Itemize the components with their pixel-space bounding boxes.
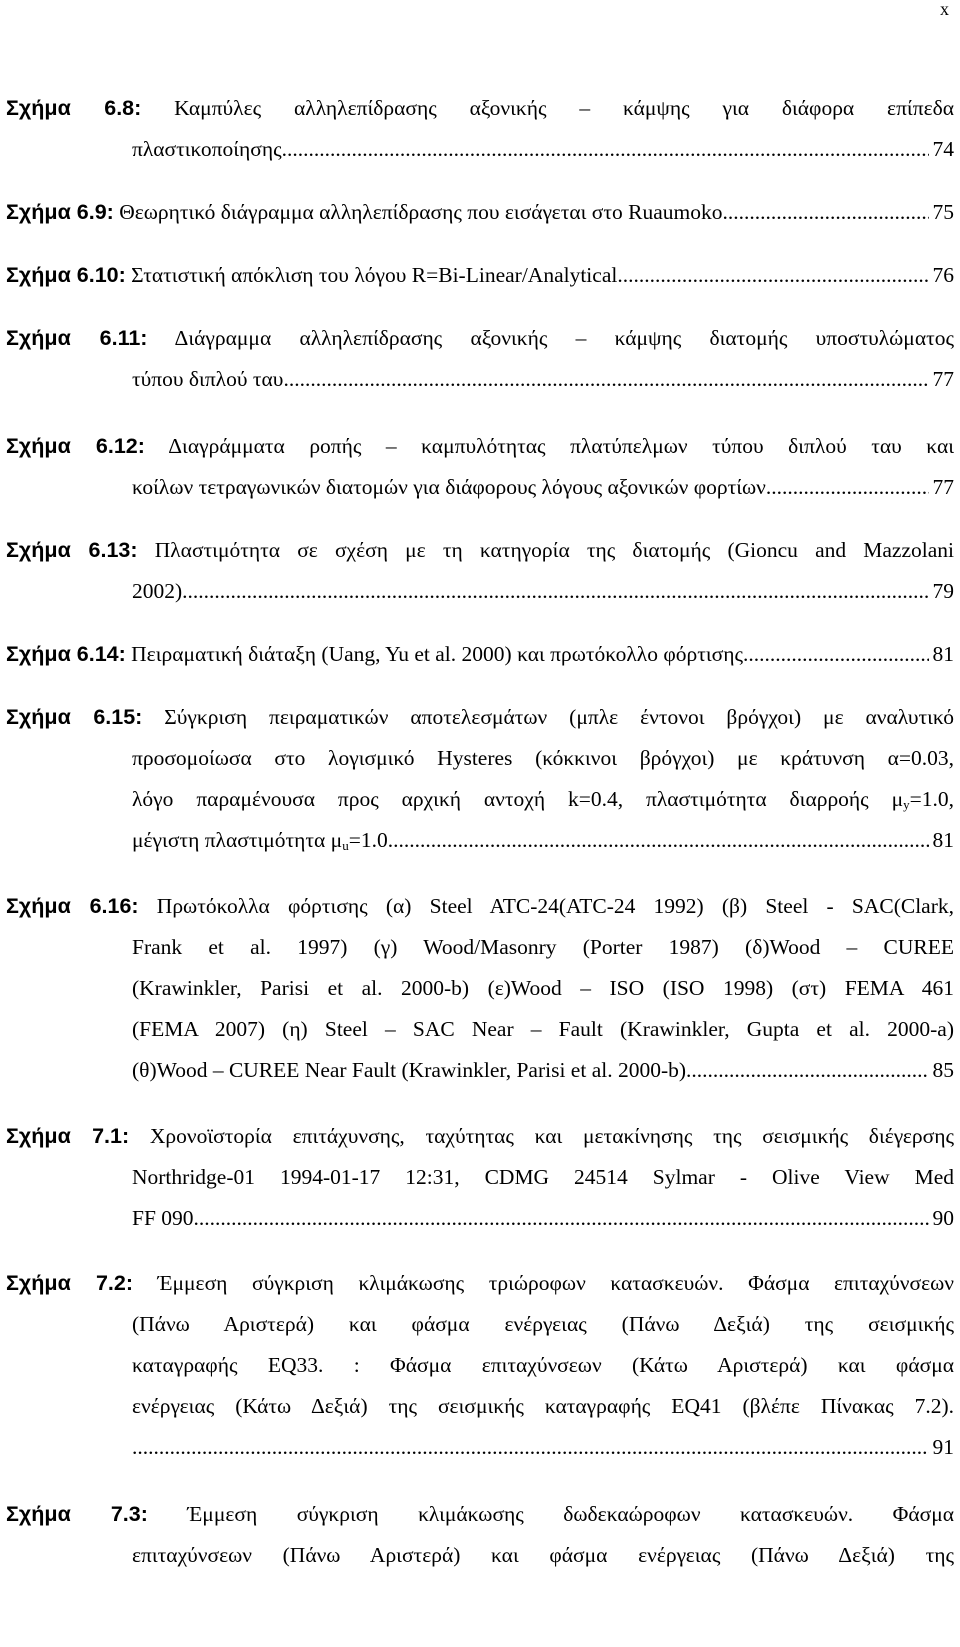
caption-text: (θ)Wood – CUREE Near Fault (Krawinkler, Parisi et al. 2000-b)	[132, 1058, 687, 1082]
toc-line	[6, 1198, 954, 1239]
toc-line	[6, 1157, 954, 1198]
page-ref: 85	[932, 1058, 954, 1082]
toc-line	[6, 634, 954, 675]
toc-line	[6, 738, 954, 779]
toc-entry-6-11[interactable]	[6, 318, 954, 400]
caption-text: λόγο παραμένουσα προς αρχική αντοχή k=0.4, πλαστιμότητα διαρροής μ	[132, 787, 904, 811]
caption-text: Πειραματική διάταξη (Uang, Yu et al. 2000) και πρωτόκολλο φόρτισης	[131, 642, 744, 666]
figure-label: Σχήμα 6.10:	[6, 263, 126, 287]
figure-label: Σχήμα 7.2:	[6, 1271, 133, 1295]
toc-line	[6, 1494, 954, 1535]
caption-text: τύπου διπλού ταυ	[132, 367, 284, 391]
toc-line	[6, 129, 954, 170]
toc-entry-6-10[interactable]	[6, 255, 954, 296]
page-ref: 75	[932, 200, 954, 224]
toc-line	[6, 886, 954, 927]
figure-label: Σχήμα 6.16:	[6, 894, 139, 918]
dot-leader	[686, 1050, 928, 1091]
caption-text: Θεωρητικό διάγραμμα αλληλεπίδρασης που εισάγεται στο Ruaumoko	[119, 200, 723, 224]
toc-line	[6, 1263, 954, 1304]
caption-text: πλαστικοποίησης	[132, 137, 282, 161]
caption-text: (Krawinkler, Parisi et al. 2000-b) (ε)Wood – ISO (ISO 1998) (στ) FEMA 461	[132, 976, 954, 1000]
caption-text: Πρωτόκολλα φόρτισης (α) Steel ATC-24(ATC-24 1992) (β) Steel - SAC(Clark,	[156, 894, 954, 918]
dot-leader	[743, 634, 928, 675]
toc-line	[6, 318, 954, 359]
toc-entry-6-8[interactable]	[6, 88, 954, 170]
toc-line	[6, 1009, 954, 1050]
dot-leader	[388, 820, 929, 861]
figure-label: Σχήμα 6.14:	[6, 642, 126, 666]
toc-line	[6, 467, 954, 508]
figure-label: Σχήμα 6.15:	[6, 705, 143, 729]
caption-text: (FEMA 2007) (η) Steel – SAC Near – Fault (Krawinkler, Gupta et al. 2000-a)	[132, 1017, 954, 1041]
caption-text	[132, 820, 388, 861]
caption-text: Καμπύλες αλληλεπίδρασης αξονικής – κάμψης για διάφορα επίπεδα	[174, 96, 954, 120]
figure-label: Σχήμα 6.12:	[6, 434, 145, 458]
toc-entry-6-15[interactable]	[6, 697, 954, 861]
toc-line	[6, 426, 954, 467]
dot-leader	[132, 1427, 929, 1468]
caption-text: ενέργειας (Κάτω Δεξιά) της σεισμικής καταγραφής EQ41 (βλέπε Πίνακας 7.2).	[132, 1394, 954, 1418]
caption-text: επιταχύνσεων (Πάνω Αριστερά) και φάσμα ενέργειας (Πάνω Δεξιά) της	[132, 1543, 954, 1567]
caption-text: 2002)	[132, 579, 183, 603]
dot-leader	[194, 1198, 929, 1239]
toc-line	[6, 88, 954, 129]
caption-text: (Πάνω Αριστερά) και φάσμα ενέργειας (Πάνω Δεξιά) της σεισμικής	[132, 1312, 954, 1336]
dot-leader	[283, 359, 928, 400]
toc-line	[6, 359, 954, 400]
page-number: x	[940, 0, 949, 19]
dot-leader	[617, 255, 928, 296]
toc-entry-6-14[interactable]	[6, 634, 954, 675]
toc-entry-6-12[interactable]	[6, 426, 954, 508]
page-ref: 90	[932, 1206, 954, 1230]
toc-line	[6, 697, 954, 738]
page-ref: 81	[932, 642, 954, 666]
page-ref: 79	[932, 579, 954, 603]
toc-entry-7-3[interactable]	[6, 1494, 954, 1576]
toc-line	[6, 1535, 954, 1576]
figure-label: Σχήμα 7.3:	[6, 1502, 148, 1526]
caption-text: Πλαστιμότητα σε σχέση με τη κατηγορία της διατομής (Gioncu and Mazzolani	[154, 538, 954, 562]
caption-text: Χρονοϊστορία επιτάχυνσης, ταχύτητας και μετακίνησης της σεισμικής διέγερσης	[149, 1124, 954, 1148]
page-ref: 74	[932, 137, 954, 161]
toc-line	[6, 1386, 954, 1427]
caption-text: Διάγραμμα αλληλεπίδρασης αξονικής – κάμψης διατομής υποστυλώματος	[174, 326, 954, 350]
dot-leader	[282, 129, 929, 170]
subscript: y	[903, 797, 910, 812]
toc-line	[6, 1304, 954, 1345]
toc-entry-6-16[interactable]	[6, 886, 954, 1091]
figure-label: Σχήμα 6.13:	[6, 538, 138, 562]
figure-label: Σχήμα 7.1:	[6, 1124, 130, 1148]
dot-leader	[766, 467, 929, 508]
caption-text: Northridge-01 1994-01-17 12:31, CDMG 24514 Sylmar - Olive View Med	[132, 1165, 954, 1189]
toc-entry-6-13[interactable]	[6, 530, 954, 612]
caption-part: μέγιστη πλαστιμότητα μ	[132, 828, 343, 852]
figure-label: Σχήμα 6.9:	[6, 200, 114, 224]
caption-text: Στατιστική απόκλιση του λόγου R=Bi-Linear/Analytical	[131, 263, 618, 287]
caption-text: Διαγράμματα ροπής – καμπυλότητας πλατύπελμων τύπου διπλού ταυ και	[168, 434, 954, 458]
toc-entry-7-2[interactable]	[6, 1263, 954, 1468]
caption-part: =1.0	[348, 828, 388, 852]
dot-leader	[722, 192, 928, 233]
toc-line	[6, 968, 954, 1009]
page-ref: 81	[932, 828, 954, 852]
figure-label: Σχήμα 6.8:	[6, 96, 142, 120]
page-ref: 91	[932, 1435, 954, 1459]
toc-line	[6, 1427, 954, 1468]
caption-text: FF 090	[132, 1206, 194, 1230]
toc-line	[6, 255, 954, 296]
toc-line	[6, 1050, 954, 1091]
toc-line	[6, 192, 954, 233]
toc-entry-6-9[interactable]	[6, 192, 954, 233]
toc-line	[6, 1345, 954, 1386]
caption-text: Έμμεση σύγκριση κλιμάκωσης δωδεκαώροφων κατασκευών. Φάσμα	[187, 1502, 954, 1526]
figure-label: Σχήμα 6.11:	[6, 326, 148, 350]
caption-text: Frank et al. 1997) (γ) Wood/Masonry (Porter 1987) (δ)Wood – CUREE	[132, 935, 954, 959]
toc-line	[6, 927, 954, 968]
toc-line	[6, 820, 954, 861]
caption-text: =1.0,	[909, 787, 954, 811]
subscript: u	[342, 838, 349, 853]
toc-line	[6, 571, 954, 612]
caption-text: Σύγκριση πειραματικών αποτελεσμάτων (μπλε έντονοι βρόγχοι) με αναλυτικό	[164, 705, 954, 729]
page-ref: 77	[932, 475, 954, 499]
toc-entry-7-1[interactable]	[6, 1116, 954, 1239]
toc-line	[6, 530, 954, 571]
dot-leader	[182, 571, 928, 612]
caption-text: κοίλων τετραγωνικών διατομών για διάφορους λόγους αξονικών φορτίων	[132, 475, 766, 499]
page-ref: 76	[932, 263, 954, 287]
caption-text: καταγραφής EQ33. : Φάσμα επιταχύνσεων (Κάτω Αριστερά) και φάσμα	[132, 1353, 954, 1377]
page-ref: 77	[932, 367, 954, 391]
toc-line	[6, 1116, 954, 1157]
caption-text: προσομοίωσα στο λογισμικό Hysteres (κόκκινοι βρόγχοι) με κράτυνση α=0.03,	[132, 746, 954, 770]
toc-line	[6, 779, 954, 820]
caption-text: Έμμεση σύγκριση κλιμάκωσης τριώροφων κατασκευών. Φάσμα επιταχύνσεων	[157, 1271, 954, 1295]
